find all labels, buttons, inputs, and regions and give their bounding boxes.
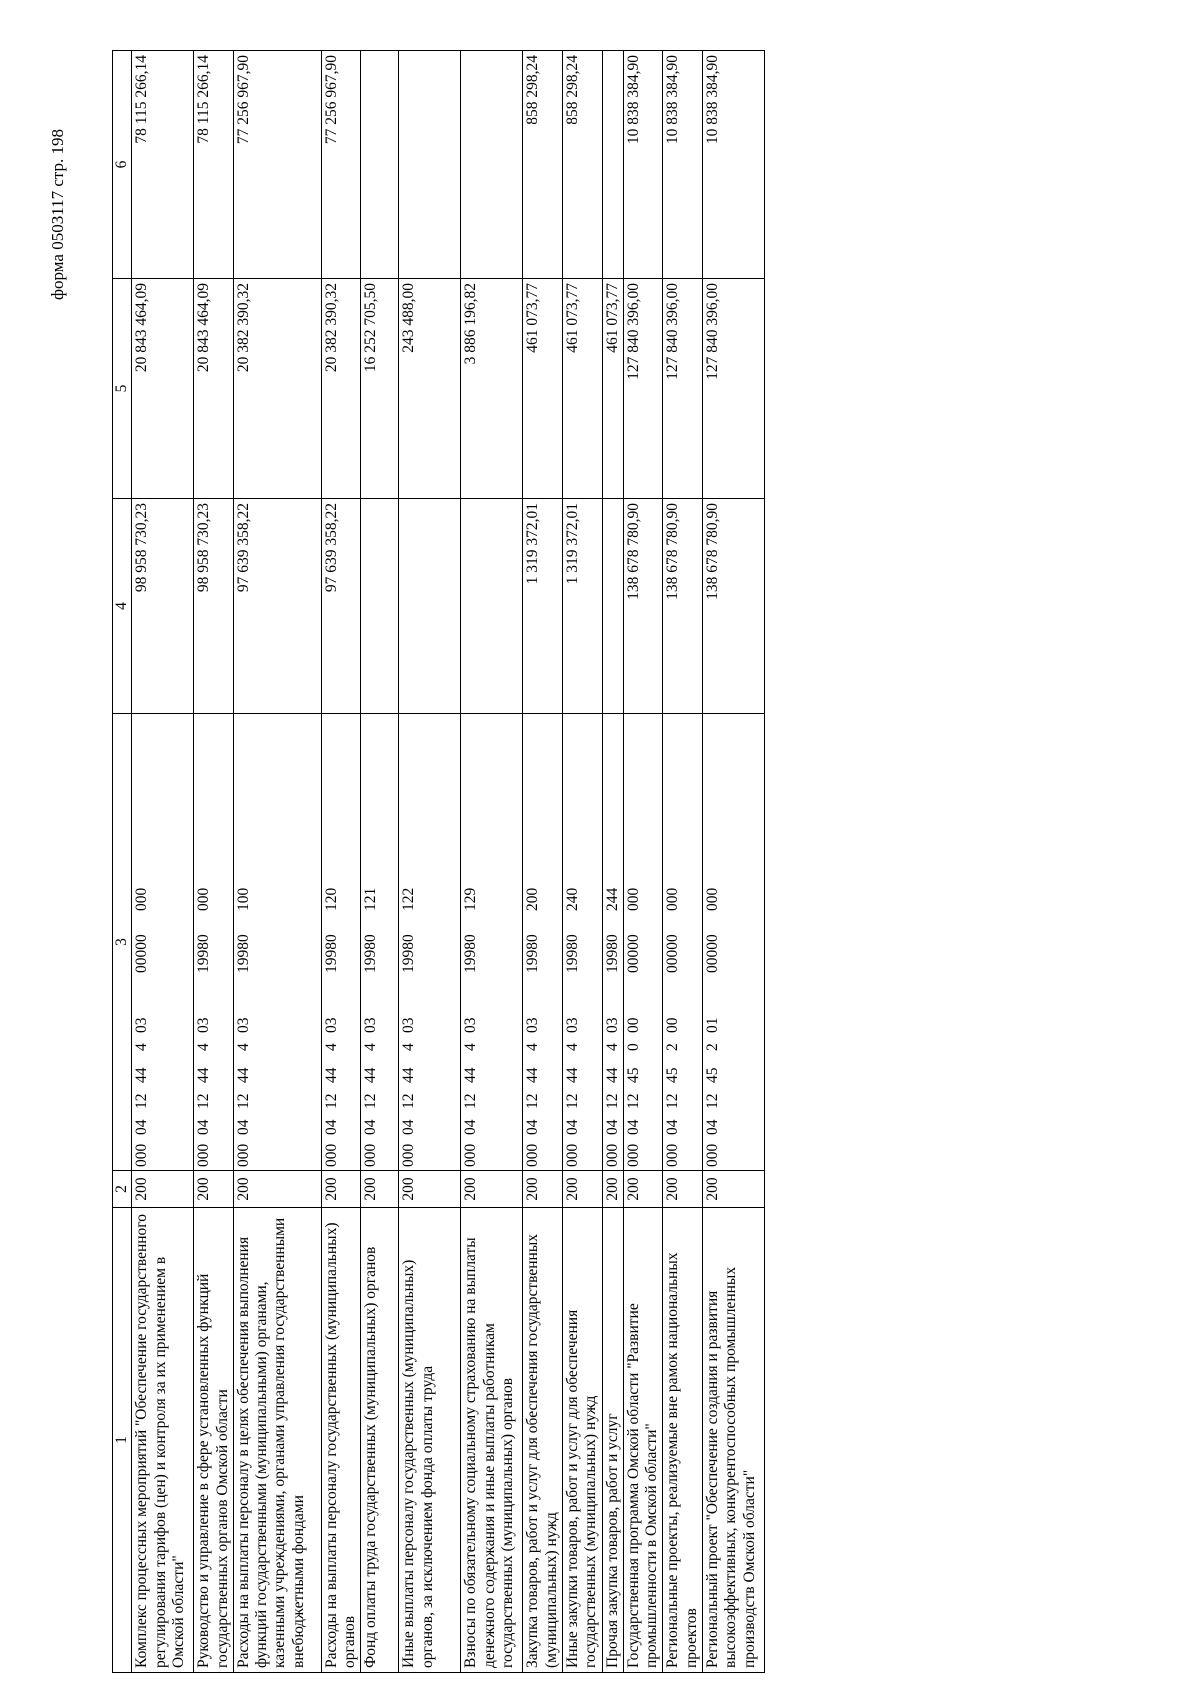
row-amount-col6	[602, 51, 623, 279]
table-body	[132, 51, 765, 1673]
code-segment: 12	[462, 1093, 480, 1109]
row-amount-col4: 1 319 372,01	[523, 499, 563, 714]
row-line-code: 200	[132, 1171, 194, 1208]
table-row	[623, 51, 663, 1673]
code-segment: 45	[703, 1067, 721, 1083]
row-classification-code	[623, 714, 663, 1171]
code-segment: 4	[563, 1043, 581, 1051]
code-segment: 03	[234, 1017, 252, 1033]
row-line-code: 200	[194, 1171, 234, 1208]
code-segment: 000	[624, 887, 642, 911]
code-segment: 03	[462, 1017, 480, 1033]
row-line-code: 200	[233, 1171, 321, 1208]
code-segment: 45	[624, 1067, 642, 1083]
row-name: Иные выплаты персоналу государственных (муниципальных) органов, за исключением фонда оплаты труда	[399, 1208, 461, 1673]
code-segment: 45	[664, 1067, 682, 1083]
row-amount-col5: 127 840 396,00	[702, 279, 764, 499]
code-segment: 12	[362, 1093, 380, 1109]
code-segment: 244	[603, 887, 621, 911]
row-amount-col4: 138 678 780,90	[623, 499, 663, 714]
table-row	[321, 51, 361, 1673]
row-name: Расходы на выплаты персоналу государственных (муниципальных) органов	[321, 1208, 361, 1673]
row-line-code: 200	[562, 1171, 602, 1208]
code-segment: 04	[524, 1119, 542, 1135]
code-segment: 44	[195, 1067, 213, 1083]
col-header-4: 4	[113, 499, 132, 714]
code-segment: 000	[703, 1143, 721, 1167]
code-segment: 04	[462, 1119, 480, 1135]
code-segment: 12	[322, 1093, 340, 1109]
code-segment: 000	[234, 1143, 252, 1167]
table-row	[663, 51, 703, 1673]
code-segment: 04	[664, 1119, 682, 1135]
code-segment: 01	[703, 1017, 721, 1033]
code-segment: 000	[664, 887, 682, 911]
row-classification-code	[602, 714, 623, 1171]
code-segment: 4	[524, 1043, 542, 1051]
code-segment: 129	[462, 887, 480, 911]
col-header-1: 1	[113, 1208, 132, 1673]
code-segment: 4	[362, 1043, 380, 1051]
code-segment: 03	[362, 1017, 380, 1033]
row-amount-col6: 77 256 967,90	[321, 51, 361, 279]
code-segment: 44	[362, 1067, 380, 1083]
code-segment: 04	[362, 1119, 380, 1135]
row-amount-col6	[399, 51, 461, 279]
row-name: Расходы на выплаты персоналу в целях обеспечения выполнения функций государственными (муниципальными) органами, казенными учреждениями, органами управления государственными внебюджетными фондами	[233, 1208, 321, 1673]
code-segment: 000	[524, 1143, 542, 1167]
row-classification-code	[702, 714, 764, 1171]
table-row	[399, 51, 461, 1673]
code-segment: 000	[133, 1143, 151, 1167]
code-segment: 00000	[664, 934, 682, 973]
code-segment: 04	[234, 1119, 252, 1135]
code-segment: 44	[603, 1067, 621, 1083]
row-name: Иные закупки товаров, работ и услуг для обеспечения государственных (муниципальных) нужд	[562, 1208, 602, 1673]
code-segment: 240	[563, 887, 581, 911]
row-amount-col6: 858 298,24	[562, 51, 602, 279]
code-segment: 44	[563, 1067, 581, 1083]
row-amount-col6: 77 256 967,90	[233, 51, 321, 279]
row-classification-code	[194, 714, 234, 1171]
code-segment: 2	[664, 1043, 682, 1051]
row-amount-col6: 10 838 384,90	[663, 51, 703, 279]
code-segment: 100	[234, 887, 252, 911]
row-name: Комплекс процессных мероприятий "Обеспечение государственного регулирования тарифов (цен) и контроля за их применением в Омской области"	[132, 1208, 194, 1673]
code-segment: 4	[195, 1043, 213, 1051]
code-segment: 00	[664, 1017, 682, 1033]
code-segment: 04	[703, 1119, 721, 1135]
code-segment: 000	[400, 1143, 418, 1167]
row-amount-col5: 127 840 396,00	[623, 279, 663, 499]
code-segment: 122	[400, 887, 418, 911]
code-segment: 12	[133, 1093, 151, 1109]
row-classification-code	[233, 714, 321, 1171]
row-amount-col5: 461 073,77	[602, 279, 623, 499]
code-segment: 200	[524, 887, 542, 911]
code-segment: 03	[400, 1017, 418, 1033]
code-segment: 04	[133, 1119, 151, 1135]
row-amount-col5: 243 488,00	[399, 279, 461, 499]
row-name: Взносы по обязательному социальному страхованию на выплаты денежного содержания и иные выплаты работникам государственных (муниципальных) органов	[461, 1208, 523, 1673]
row-line-code: 200	[623, 1171, 663, 1208]
code-segment: 44	[234, 1067, 252, 1083]
col-header-2: 2	[113, 1171, 132, 1208]
code-segment: 00000	[624, 934, 642, 973]
code-segment: 000	[664, 1143, 682, 1167]
row-amount-col6: 10 838 384,90	[702, 51, 764, 279]
code-segment: 19980	[524, 934, 542, 973]
row-classification-code	[562, 714, 602, 1171]
table-row	[562, 51, 602, 1673]
column-header-row	[113, 51, 132, 1673]
code-segment: 12	[703, 1093, 721, 1109]
row-amount-col6: 78 115 266,14	[194, 51, 234, 279]
code-segment: 00000	[133, 934, 151, 973]
row-amount-col5: 20 843 464,09	[132, 279, 194, 499]
code-segment: 12	[664, 1093, 682, 1109]
code-segment: 000	[624, 1143, 642, 1167]
code-segment: 04	[400, 1119, 418, 1135]
code-segment: 000	[603, 1143, 621, 1167]
code-segment: 000	[322, 1143, 340, 1167]
code-segment: 4	[462, 1043, 480, 1051]
code-segment: 000	[195, 887, 213, 911]
code-segment: 121	[362, 887, 380, 911]
table-row	[461, 51, 523, 1673]
code-segment: 03	[603, 1017, 621, 1033]
code-segment: 000	[563, 1143, 581, 1167]
row-line-code: 200	[321, 1171, 361, 1208]
code-segment: 00000	[703, 934, 721, 973]
code-segment: 04	[563, 1119, 581, 1135]
row-amount-col4: 138 678 780,90	[702, 499, 764, 714]
row-classification-code	[523, 714, 563, 1171]
table-row	[702, 51, 764, 1673]
code-segment: 19980	[603, 934, 621, 973]
code-segment: 04	[322, 1119, 340, 1135]
code-segment: 44	[133, 1067, 151, 1083]
code-segment: 2	[703, 1043, 721, 1051]
code-segment: 12	[563, 1093, 581, 1109]
code-segment: 19980	[462, 934, 480, 973]
code-segment: 000	[462, 1143, 480, 1167]
code-segment: 03	[133, 1017, 151, 1033]
row-amount-col5: 20 843 464,09	[194, 279, 234, 499]
code-segment: 19980	[362, 934, 380, 973]
row-amount-col6: 10 838 384,90	[623, 51, 663, 279]
row-amount-col4	[602, 499, 623, 714]
code-segment: 12	[524, 1093, 542, 1109]
row-amount-col4: 138 678 780,90	[663, 499, 703, 714]
row-amount-col4	[461, 499, 523, 714]
row-amount-col6: 78 115 266,14	[132, 51, 194, 279]
code-segment: 19980	[400, 934, 418, 973]
table-row	[602, 51, 623, 1673]
row-classification-code	[321, 714, 361, 1171]
row-name: Государственная программа Омской области "Развитие промышленности в Омской области"	[623, 1208, 663, 1673]
code-segment: 4	[322, 1043, 340, 1051]
row-line-code: 200	[399, 1171, 461, 1208]
row-classification-code	[132, 714, 194, 1171]
row-amount-col5: 20 382 390,32	[233, 279, 321, 499]
code-segment: 04	[603, 1119, 621, 1135]
expenditure-table	[112, 50, 765, 1673]
code-segment: 19980	[195, 934, 213, 973]
row-amount-col5: 461 073,77	[523, 279, 563, 499]
row-amount-col5: 461 073,77	[562, 279, 602, 499]
code-segment: 03	[195, 1017, 213, 1033]
row-classification-code	[399, 714, 461, 1171]
code-segment: 19980	[322, 934, 340, 973]
code-segment: 44	[524, 1067, 542, 1083]
code-segment: 00	[624, 1017, 642, 1033]
row-name: Фонд оплаты труда государственных (муниципальных) органов	[361, 1208, 399, 1673]
row-amount-col4: 1 319 372,01	[562, 499, 602, 714]
code-segment: 0	[624, 1043, 642, 1051]
row-amount-col5: 127 840 396,00	[663, 279, 703, 499]
code-segment: 12	[234, 1093, 252, 1109]
row-amount-col5: 3 886 196,82	[461, 279, 523, 499]
code-segment: 44	[322, 1067, 340, 1083]
code-segment: 4	[603, 1043, 621, 1051]
code-segment: 04	[624, 1119, 642, 1135]
code-segment: 000	[133, 887, 151, 911]
row-amount-col5: 16 252 705,50	[361, 279, 399, 499]
code-segment: 000	[195, 1143, 213, 1167]
table-row	[523, 51, 563, 1673]
table-row	[361, 51, 399, 1673]
row-line-code: 200	[361, 1171, 399, 1208]
code-segment: 04	[195, 1119, 213, 1135]
row-line-code: 200	[461, 1171, 523, 1208]
code-segment: 120	[322, 887, 340, 911]
code-segment: 03	[524, 1017, 542, 1033]
code-segment: 19980	[234, 934, 252, 973]
code-segment: 4	[133, 1043, 151, 1051]
code-segment: 19980	[563, 934, 581, 973]
row-line-code: 200	[523, 1171, 563, 1208]
code-segment: 000	[703, 887, 721, 911]
row-name: Прочая закупка товаров, работ и услуг	[602, 1208, 623, 1673]
code-segment: 03	[563, 1017, 581, 1033]
code-segment: 44	[400, 1067, 418, 1083]
row-amount-col4	[399, 499, 461, 714]
row-name: Региональный проект "Обеспечение создания и развития высокоэффективных, конкурентоспособных промышленных производств Омской области"	[702, 1208, 764, 1673]
row-classification-code	[361, 714, 399, 1171]
row-amount-col4: 97 639 358,22	[233, 499, 321, 714]
row-amount-col4	[361, 499, 399, 714]
code-segment: 44	[462, 1067, 480, 1083]
row-amount-col4: 98 958 730,23	[132, 499, 194, 714]
row-amount-col5: 20 382 390,32	[321, 279, 361, 499]
row-name: Закупка товаров, работ и услуг для обеспечения государственных (муниципальных) нужд	[523, 1208, 563, 1673]
col-header-3: 3	[113, 714, 132, 1171]
row-amount-col6: 858 298,24	[523, 51, 563, 279]
table-row	[233, 51, 321, 1673]
form-label: форма 0503117 стр. 198	[48, 129, 67, 300]
code-segment: 12	[624, 1093, 642, 1109]
row-name: Руководство и управление в сфере установленных функций государственных органов Омской области	[194, 1208, 234, 1673]
code-segment: 4	[234, 1043, 252, 1051]
code-segment: 03	[322, 1017, 340, 1033]
row-amount-col4: 97 639 358,22	[321, 499, 361, 714]
row-amount-col6	[361, 51, 399, 279]
code-segment: 4	[400, 1043, 418, 1051]
row-line-code: 200	[602, 1171, 623, 1208]
row-name: Региональные проекты, реализуемые вне рамок национальных проектов	[663, 1208, 703, 1673]
code-segment: 12	[400, 1093, 418, 1109]
table-row	[132, 51, 194, 1673]
table-row	[194, 51, 234, 1673]
row-line-code: 200	[702, 1171, 764, 1208]
code-segment: 000	[362, 1143, 380, 1167]
code-segment: 12	[603, 1093, 621, 1109]
row-amount-col6	[461, 51, 523, 279]
col-header-6: 6	[113, 51, 132, 279]
code-segment: 12	[195, 1093, 213, 1109]
row-classification-code	[663, 714, 703, 1171]
row-amount-col4: 98 958 730,23	[194, 499, 234, 714]
col-header-5: 5	[113, 279, 132, 499]
row-line-code: 200	[663, 1171, 703, 1208]
row-classification-code	[461, 714, 523, 1171]
